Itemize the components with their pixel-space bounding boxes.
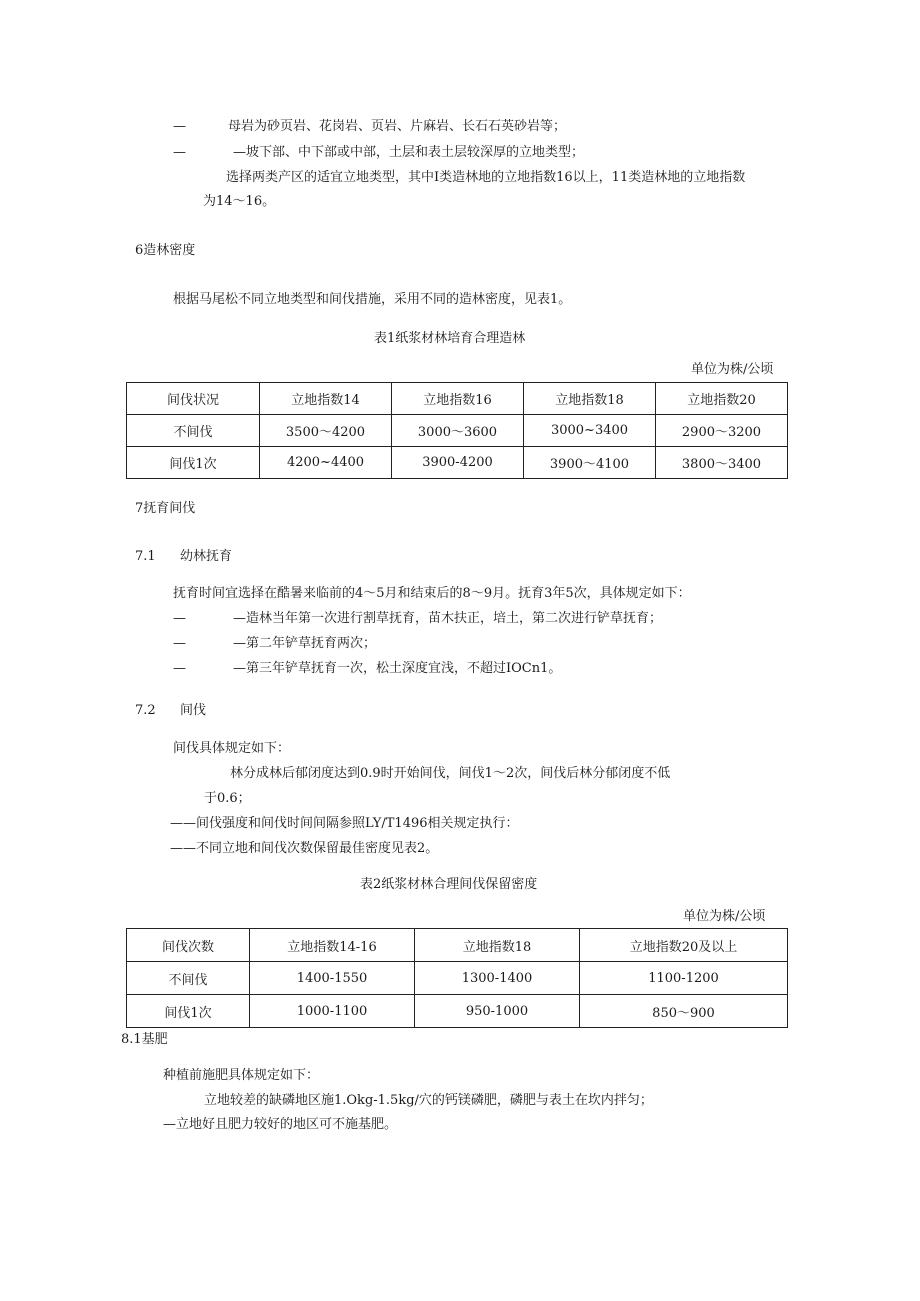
section-heading-7-1: 幼林抚育 (180, 549, 233, 564)
table2 (126, 928, 788, 1028)
table-header-cell: 立地指数18 (524, 383, 656, 415)
table-row (127, 447, 788, 479)
list-dash: — (173, 636, 186, 651)
table-cell: 2900～3200 (656, 415, 788, 447)
list-item: —第二年铲草抚育两次； (233, 636, 377, 651)
table-row (127, 962, 788, 995)
table-cell: 3800～3400 (656, 447, 788, 479)
table-header-row (127, 383, 788, 415)
table1-unit: 单位为株/公顷 (691, 362, 774, 377)
table-cell: 1000-1100 (250, 995, 415, 1028)
table-row (127, 995, 788, 1028)
table-cell: 950-1000 (415, 995, 580, 1028)
table-cell: 3000~3400 (524, 415, 656, 447)
table-header-cell: 立地指数16 (392, 383, 524, 415)
table-cell: 850～900 (580, 995, 788, 1028)
table-cell: 间伐1次 (127, 995, 250, 1028)
table-header-cell: 立地指数20 (656, 383, 788, 415)
table-cell: 1100-1200 (580, 962, 788, 995)
list-item: —造林当年第一次进行割草抚育，苗木扶正，培土，第二次进行铲草抚育； (233, 611, 663, 626)
list-dash: — (173, 145, 186, 160)
list-dash: — (173, 611, 186, 626)
paragraph: 间伐具体规定如下： (173, 741, 291, 756)
section-heading-6: 6造林密度 (135, 243, 196, 258)
list-dash: — (173, 119, 186, 134)
list-dash: — (173, 661, 186, 676)
table-cell: 1300-1400 (415, 962, 580, 995)
table-header-row (127, 929, 788, 962)
section-number-7-1: 7.1 (135, 549, 156, 564)
table-header-cell: 间伐次数 (127, 929, 250, 962)
table-cell: 1400-1550 (250, 962, 415, 995)
table-cell: 不间伐 (127, 415, 260, 447)
table-cell: 3900～4100 (524, 447, 656, 479)
list-item: ——间伐强度和间伐时间间隔参照LY/T1496相关规定执行： (170, 816, 519, 831)
paragraph-line: 林分成林后郁闭度达到0.9时开始间伐，间伐1～2次，间伐后林分郁闭度不低 (230, 766, 671, 781)
section-heading-7: 7抚育间伐 (135, 501, 196, 516)
table-cell: 3000～3600 (392, 415, 524, 447)
paragraph-line: 母岩为砂页岩、花岗岩、页岩、片麻岩、长石石英砂岩等； (228, 119, 567, 134)
table1 (126, 382, 788, 479)
list-item: ——不同立地和间伐次数保留最佳密度见表2。 (170, 841, 439, 856)
table-header-cell: 立地指数18 (415, 929, 580, 962)
table-header-cell: 间伐状况 (127, 383, 260, 415)
table-header-cell: 立地指数20及以上 (580, 929, 788, 962)
section-heading-7-2: 间伐 (180, 703, 207, 718)
list-item: —第三年铲草抚育一次，松土深度宜浅，不超过IOCn1。 (233, 661, 562, 676)
section-heading-8-1: 8.1基肥 (121, 1032, 168, 1047)
paragraph: 种植前施肥具体规定如下： (163, 1068, 320, 1083)
paragraph-line: 为14～16。 (203, 194, 276, 209)
paragraph: 根据马尾松不同立地类型和间伐措施，采用不同的造林密度，见表1。 (173, 292, 572, 307)
paragraph: 抚育时间宜选择在酷暑来临前的4～5月和结束后的8～9月。抚育3年5次，具体规定如下： (173, 586, 691, 601)
table-cell: 3900-4200 (392, 447, 524, 479)
section-number-7-2: 7.2 (135, 703, 156, 718)
table-row (127, 415, 788, 447)
table-cell: 不间伐 (127, 962, 250, 995)
paragraph-line: 立地较差的缺磷地区施1.Okg-1.5kg/穴的钙镁磷肥，磷肥与表土在坎内拌匀； (204, 1093, 653, 1108)
table2-unit: 单位为株/公顷 (683, 909, 766, 924)
table-cell: 间伐1次 (127, 447, 260, 479)
paragraph-line: 于0.6； (204, 791, 251, 806)
list-item: —立地好且肥力较好的地区可不施基肥。 (163, 1117, 398, 1132)
table-header-cell: 立地指数14-16 (250, 929, 415, 962)
paragraph-line: 选择两类产区的适宜立地类型，其中Ⅰ类造林地的立地指数16以上，11类造林地的立地指数 (226, 170, 746, 185)
table-cell: 3500～4200 (260, 415, 392, 447)
table2-title: 表2纸浆材林合理间伐保留密度 (360, 877, 538, 892)
paragraph-line: —坡下部、中下部或中部，土层和表土层较深厚的立地类型； (233, 145, 585, 160)
table-header-cell: 立地指数14 (260, 383, 392, 415)
table1-title: 表1纸浆材林培育合理造林 (374, 331, 526, 346)
table-cell: 4200~4400 (260, 447, 392, 479)
